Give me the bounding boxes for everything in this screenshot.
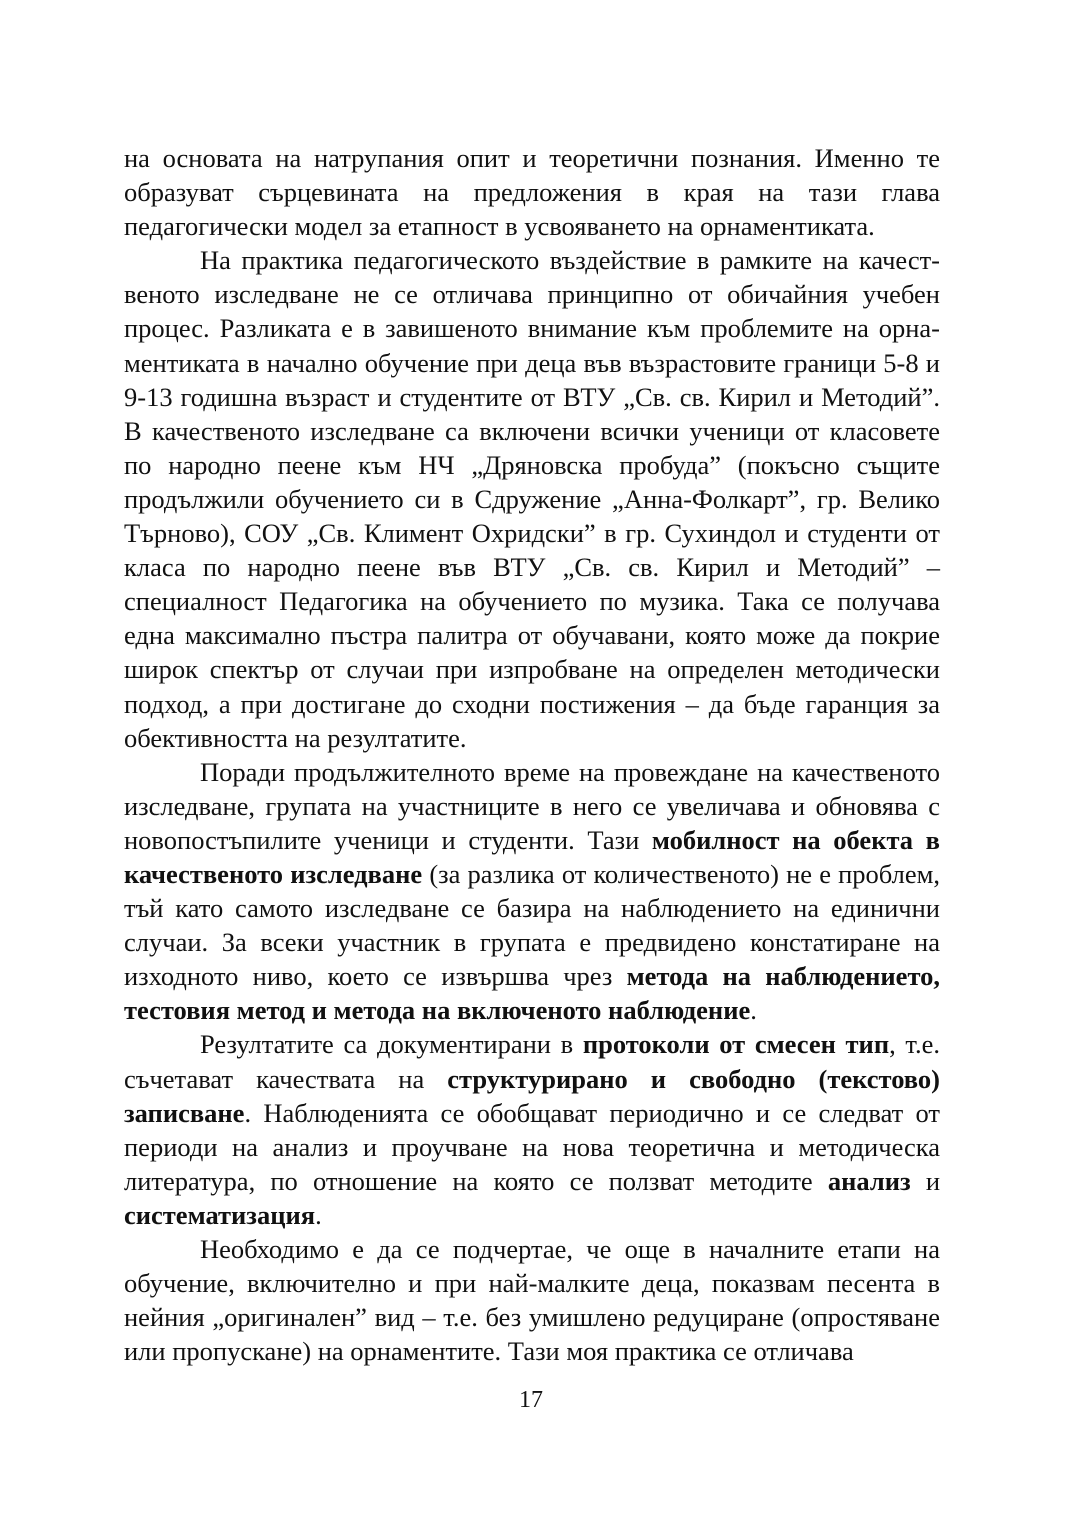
paragraph-2 <box>124 243 940 754</box>
text-run: и <box>910 1165 940 1196</box>
paragraph-5 <box>124 1232 940 1368</box>
bold-text-run: структурирано и свободно (текстово) записване <box>124 1063 940 1128</box>
text-run: На практика педагогическото въздействие в рамките на качественото изследване не се отличава принципно от обичайния учебен процес. Разликата е в завишеното внимание към проблемите на орнаментиката в начално обучение при деца във възрастовите граници 5-8 и 9-13 годишна възраст и студентите от ВТУ „Св. св. Кирил и Методий”. В качественото изследване са включени всички ученици от класовете по народно пеене към НЧ „Дряновска пробуда” (покъсно същите продължили обучението си в Сдружение „Анна-Фолкарт”, гр. Велико Търново), СОУ „Св. Климент Охридски” в гр. Сухиндол и студенти от класа по народно пеене във ВТУ „Св. св. Кирил и Методий” – специалност Педагогика на обучението по музика. Така се получава една максимално пъстра палитра от обучавани, която може да покрие широк спектър от случаи при изпробване на определен методически подход, а при достигане до сходни постижения – да бъде гаранция за обективността на резултатите. <box>124 245 940 753</box>
bold-text-run: анализ <box>827 1165 911 1196</box>
text-run: Резултатите са документирани в <box>200 1029 583 1060</box>
bold-text-run: протоколи от смесен тип <box>582 1029 890 1060</box>
text-run: на основата на натрупания опит и теоретични познания. Именно те образуват сърцевината на предложения в края на тази глава педагогически модел за етапност в усвояването на орнаментиката. <box>124 143 940 242</box>
text-run: . Наблюденията се обобщават периодично и се следват от периоди на анализ и проучване на нова теоретична и методическа литература, по отношение на която се ползват методите <box>124 1097 940 1196</box>
text-run: , т.е. съчетават качествата на <box>124 1029 940 1094</box>
body-text <box>124 141 940 1368</box>
bold-text-run: мобилност на обекта в качественото изследване <box>124 824 940 889</box>
paragraph-1 <box>124 141 940 243</box>
text-run: Поради продължителното време на провеждане на качественото изследване, групата на участниците в него се увеличава и обновява с новопостъпилите ученици и студенти. Тази <box>124 756 940 855</box>
text-run: (за разлика от количественото) не е проблем, тъй като самото изследване се базира на наблюдението на единични случаи. За всеки участник в групата е предвидено констатиране на изходното ниво, което се извършва чрез <box>124 858 941 992</box>
paragraph-4 <box>124 1027 940 1232</box>
text-run: . <box>315 1199 322 1230</box>
text-run: . <box>750 995 757 1026</box>
page-number: 17 <box>519 1387 543 1413</box>
paragraph-3 <box>124 755 940 1028</box>
text-run: Необходимо е да се подчертае, че още в началните етапи на обучение, включително и при най-малките деца, показвам песента в нейния „оригинален” вид – т.е. без умишлено редуциране (опростяване или пропускане) на орнаментите. Тази моя практика се отличава <box>124 1234 940 1367</box>
bold-text-run: систематизация <box>124 1199 316 1230</box>
bold-text-run: метода на наблюдението, тестовия метод и метода на включеното наблюдение <box>124 961 940 1026</box>
